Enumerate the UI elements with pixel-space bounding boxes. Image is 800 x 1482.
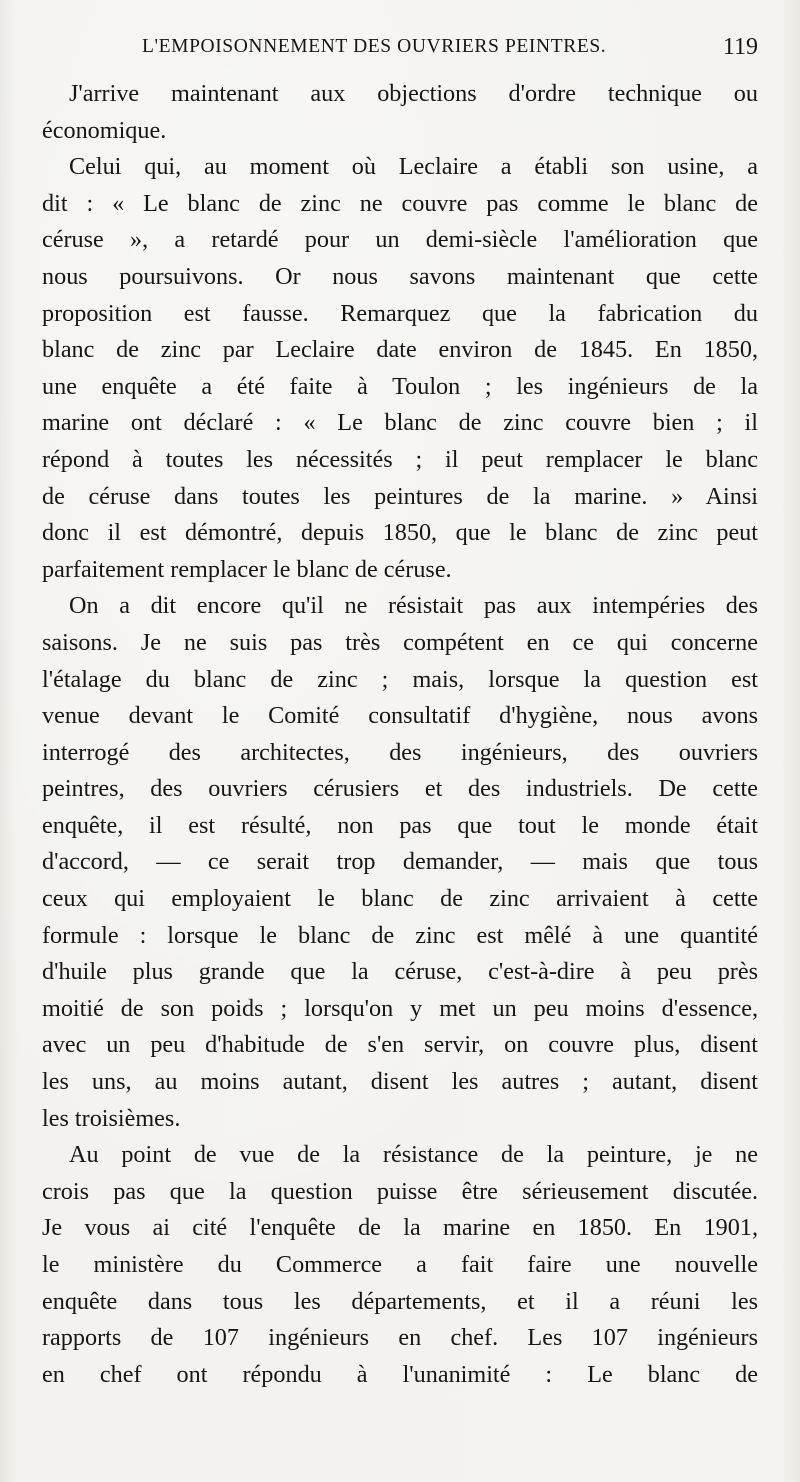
text-line: blanc de zinc par Leclaire date environ de 1845. En 1850,	[42, 336, 758, 364]
text-line: en chef ont répondu à l'unanimité : Le blanc de	[42, 1360, 758, 1388]
text-line: ceux qui employaient le blanc de zinc arrivaient à cette	[42, 885, 758, 913]
text-line: l'étalage du blanc de zinc ; mais, lorsque la question est	[42, 665, 758, 693]
text-line: parfaitement remplacer le blanc de céruse.	[42, 555, 452, 583]
running-title: L'EMPOISONNEMENT DES OUVRIERS PEINTRES.	[142, 36, 607, 57]
text-line: avec un peu d'habitude de s'en servir, on couvre plus, disent	[42, 1031, 758, 1059]
text-line: une enquête a été faite à Toulon ; les ingénieurs de la	[42, 372, 758, 400]
text-line: crois pas que la question puisse être sérieusement discutée.	[42, 1177, 758, 1205]
text-line: Je vous ai cité l'enquête de la marine en 1850. En 1901,	[42, 1214, 758, 1242]
text-line: d'huile plus grande que la céruse, c'est-à-dire à peu près	[42, 958, 758, 986]
text-line: moitié de son poids ; lorsqu'on y met un peu moins d'essence,	[42, 994, 758, 1022]
text-line: Celui qui, au moment où Leclaire a établi son usine, a	[69, 153, 758, 181]
text-line: venue devant le Comité consultatif d'hygiène, nous avons	[42, 702, 758, 730]
text-line: On a dit encore qu'il ne résistait pas aux intempéries des	[69, 592, 758, 620]
text-line: d'accord, — ce serait trop demander, — mais que tous	[42, 848, 758, 876]
text-line: de céruse dans toutes les peintures de la marine. » Ainsi	[42, 482, 758, 510]
text-line: donc il est démontré, depuis 1850, que le blanc de zinc peut	[42, 519, 758, 547]
text-line: Au point de vue de la résistance de la peinture, je ne	[69, 1141, 758, 1169]
text-line: enquête, il est résulté, non pas que tout le monde était	[42, 811, 758, 839]
text-line: céruse », a retardé pour un demi-siècle l'amélioration que	[42, 226, 758, 254]
text-line: dit : « Le blanc de zinc ne couvre pas comme le blanc de	[42, 189, 758, 217]
text-line: enquête dans tous les départements, et il a réuni les	[42, 1287, 758, 1315]
page-number: 119	[722, 34, 758, 60]
text-line: peintres, des ouvriers cérusiers et des industriels. De cette	[42, 775, 758, 803]
text-line: rapports de 107 ingénieurs en chef. Les 107 ingénieurs	[42, 1324, 758, 1352]
text-line: marine ont déclaré : « Le blanc de zinc couvre bien ; il	[42, 409, 758, 437]
text-line: J'arrive maintenant aux objections d'ordre technique ou	[69, 80, 758, 107]
text-line: formule : lorsque le blanc de zinc est mêlé à une quantité	[42, 921, 758, 949]
text-line: économique.	[42, 116, 167, 144]
text-line: le ministère du Commerce a fait faire une nouvelle	[42, 1251, 758, 1278]
text-line: interrogé des architectes, des ingénieurs, des ouvriers	[42, 738, 758, 766]
text-line: les troisièmes.	[42, 1104, 181, 1132]
text-line: proposition est fausse. Remarquez que la fabrication du	[42, 299, 758, 327]
text-line: répond à toutes les nécessités ; il peut remplacer le blanc	[42, 445, 758, 473]
running-header	[42, 34, 758, 64]
text-line: les uns, au moins autant, disent les autres ; autant, disent	[42, 1068, 758, 1096]
text-line: saisons. Je ne suis pas très compétent en ce qui concerne	[42, 628, 758, 656]
body-text	[42, 76, 758, 1393]
text-line: nous poursuivons. Or nous savons maintenant que cette	[42, 262, 758, 290]
